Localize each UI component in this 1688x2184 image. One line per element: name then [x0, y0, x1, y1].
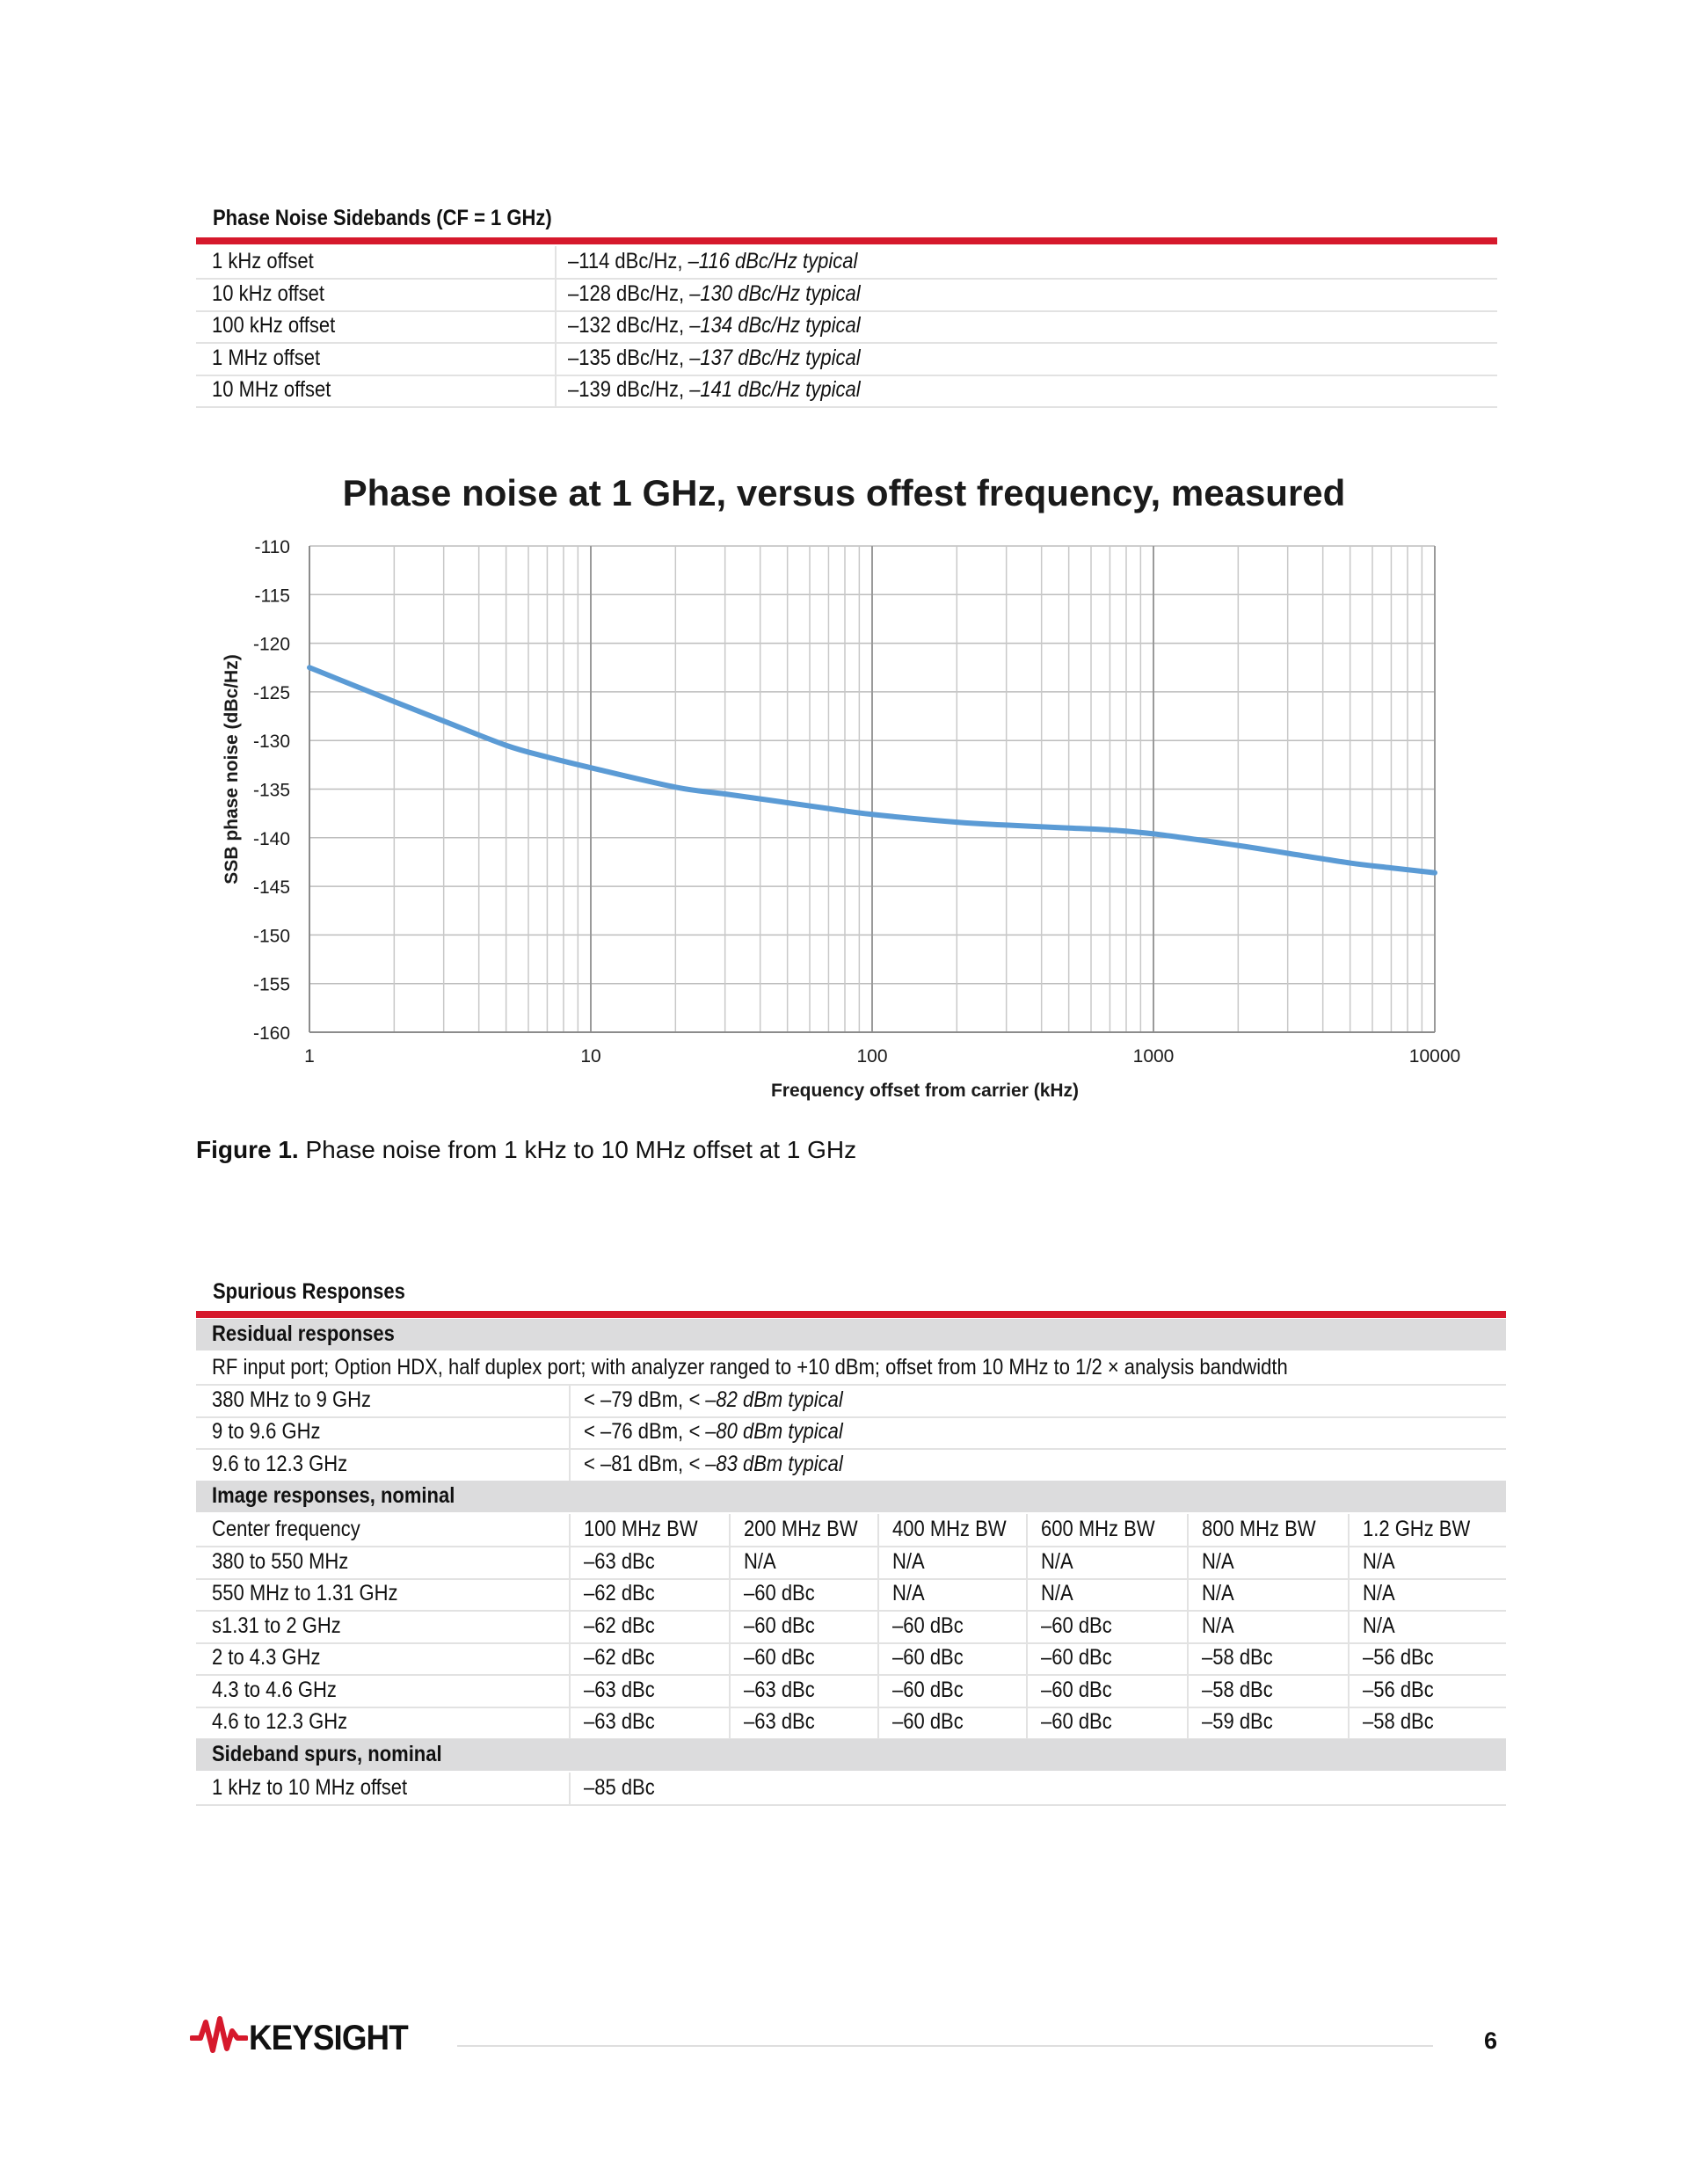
- column-divider: [555, 343, 557, 375]
- spec-value: –139 dBc/Hz,: [568, 377, 690, 402]
- column-divider: [729, 1514, 731, 1546]
- table-row: [196, 1547, 1506, 1580]
- row-label: 2 to 4.3 GHz: [212, 1645, 321, 1670]
- table-cell: N/A: [1363, 1548, 1395, 1574]
- sideband-header-label: Sideband spurs, nominal: [212, 1741, 442, 1766]
- row-label: 9.6 to 12.3 GHz: [212, 1451, 348, 1476]
- table-cell: –58 dBc: [1363, 1709, 1434, 1734]
- y-tick-label: -140: [252, 828, 290, 849]
- column-divider: [1348, 1578, 1350, 1610]
- residual-note: RF input port; Option HDX, half duplex port; with analyzer ranged to +10 dBm; offset from 10 MHz to 1/2 × analysis bandwidth: [212, 1355, 1288, 1380]
- row-label: 1 kHz offset: [212, 249, 314, 273]
- table-cell: 800 MHz BW: [1202, 1517, 1316, 1541]
- y-tick-label: -130: [252, 732, 290, 753]
- table-cell: –63 dBc: [744, 1677, 815, 1702]
- table-row: [196, 1707, 1506, 1740]
- x-axis-label: Frequency offset from carrier (kHz): [770, 1081, 1080, 1101]
- column-divider: [569, 1642, 571, 1674]
- figure-caption-label: Figure 1.: [196, 1136, 299, 1163]
- x-tick-label: 10000: [1408, 1046, 1461, 1067]
- row-label: 4.3 to 4.6 GHz: [212, 1677, 337, 1702]
- typical-value: –130 dBc/Hz typical: [689, 280, 861, 306]
- table-cell: 1.2 GHz BW: [1363, 1517, 1471, 1541]
- y-tick-label: -160: [252, 1023, 290, 1044]
- row-spec: [584, 1452, 843, 1477]
- table-row: [196, 1675, 1506, 1708]
- residual-header: [196, 1319, 1506, 1350]
- column-divider: [877, 1707, 879, 1738]
- column-divider: [877, 1611, 879, 1642]
- y-tick-label: -110: [254, 537, 290, 557]
- row-label: 550 MHz to 1.31 GHz: [212, 1581, 398, 1605]
- table-cell: N/A: [1041, 1548, 1073, 1574]
- table-cell: –63 dBc: [584, 1709, 655, 1734]
- table-row: [196, 279, 1497, 312]
- column-divider: [1187, 1578, 1189, 1610]
- table-cell: 100 MHz BW: [584, 1517, 698, 1541]
- column-divider: [729, 1642, 731, 1674]
- y-tick-label: -145: [252, 877, 290, 899]
- row-spec: [584, 1387, 843, 1413]
- row-label: Center frequency: [212, 1517, 360, 1541]
- column-divider: [555, 279, 557, 310]
- column-divider: [1348, 1707, 1350, 1738]
- table-cell: –59 dBc: [1202, 1709, 1273, 1734]
- residual-note-row: [196, 1352, 1506, 1386]
- y-tick-label: -125: [252, 682, 290, 703]
- column-divider: [555, 246, 557, 278]
- table-cell: –60 dBc: [744, 1613, 815, 1638]
- chart-title: Phase noise at 1 GHz, versus offest frequency, measured: [342, 472, 1346, 513]
- table-cell: 400 MHz BW: [892, 1517, 1007, 1541]
- spec-value: < –79 dBm,: [584, 1387, 689, 1412]
- column-divider: [1026, 1611, 1028, 1642]
- table-cell: N/A: [1041, 1581, 1073, 1605]
- column-divider: [1187, 1675, 1189, 1707]
- figure-caption-text: Phase noise from 1 kHz to 10 MHz offset at 1 GHz: [298, 1136, 857, 1163]
- column-divider: [555, 310, 557, 342]
- table-row: [196, 1773, 1506, 1806]
- image-header-label: Image responses, nominal: [212, 1483, 455, 1508]
- table-cell: –58 dBc: [1202, 1645, 1273, 1670]
- row-label: 1 MHz offset: [212, 345, 321, 370]
- spurious-table-title: Spurious Responses: [213, 1279, 405, 1304]
- typical-value: < –83 dBm typical: [688, 1451, 843, 1476]
- table-row: [196, 246, 1497, 280]
- column-divider: [1187, 1707, 1189, 1738]
- chart-grid: [309, 546, 1435, 1032]
- footer-divider: [457, 2045, 1433, 2047]
- table-cell: N/A: [1202, 1548, 1234, 1574]
- row-spec: [568, 313, 861, 339]
- table-row: [196, 1416, 1506, 1450]
- x-axis-ticks: [304, 1046, 1460, 1067]
- row-label: 10 kHz offset: [212, 280, 324, 306]
- table-cell: N/A: [1202, 1613, 1234, 1638]
- table-cell: N/A: [892, 1548, 925, 1574]
- row-label: 4.6 to 12.3 GHz: [212, 1709, 348, 1734]
- table-cell: N/A: [744, 1548, 776, 1574]
- table-cell: N/A: [1202, 1581, 1234, 1605]
- row-spec: [568, 281, 861, 307]
- spec-value: < –81 dBm,: [584, 1451, 689, 1476]
- table-cell: –62 dBc: [584, 1645, 655, 1670]
- table-row: [196, 1642, 1506, 1676]
- y-tick-label: -155: [252, 974, 290, 995]
- column-divider: [729, 1547, 731, 1578]
- column-divider: [569, 1385, 571, 1416]
- typical-value: –134 dBc/Hz typical: [689, 313, 861, 338]
- table-cell: –62 dBc: [584, 1613, 655, 1638]
- column-divider: [877, 1642, 879, 1674]
- column-divider: [877, 1675, 879, 1707]
- column-divider: [729, 1611, 731, 1642]
- table-cell: –60 dBc: [892, 1645, 964, 1670]
- column-divider: [877, 1547, 879, 1578]
- row-label: 100 kHz offset: [212, 313, 336, 338]
- column-divider: [1187, 1514, 1189, 1546]
- y-tick-label: -150: [252, 926, 290, 947]
- row-label: 9 to 9.6 GHz: [212, 1419, 321, 1444]
- row-spec: [584, 1419, 843, 1445]
- column-divider: [569, 1449, 571, 1481]
- column-divider: [1187, 1611, 1189, 1642]
- table-row: [196, 1578, 1506, 1612]
- column-divider: [569, 1675, 571, 1707]
- y-tick-label: -135: [252, 780, 290, 801]
- column-divider: [1348, 1675, 1350, 1707]
- spec-value: –114 dBc/Hz,: [568, 249, 688, 273]
- spurious-header-rule: [196, 1311, 1506, 1318]
- table-cell: –62 dBc: [584, 1581, 655, 1605]
- table-row: [196, 1385, 1506, 1418]
- column-divider: [569, 1707, 571, 1738]
- table-cell: –60 dBc: [1041, 1613, 1112, 1638]
- column-divider: [729, 1578, 731, 1610]
- column-divider: [877, 1578, 879, 1610]
- column-divider: [569, 1547, 571, 1578]
- column-divider: [1026, 1707, 1028, 1738]
- table-cell: –60 dBc: [744, 1645, 815, 1670]
- x-tick-label: 10: [580, 1046, 601, 1067]
- column-divider: [1348, 1611, 1350, 1642]
- phase-noise-chart: [202, 466, 1486, 1117]
- typical-value: –141 dBc/Hz typical: [689, 377, 861, 402]
- sideband-header: [196, 1739, 1506, 1771]
- table-cell: –63 dBc: [584, 1677, 655, 1702]
- table-row: [196, 310, 1497, 344]
- typical-value: –116 dBc/Hz typical: [688, 249, 858, 273]
- row-label: 380 to 550 MHz: [212, 1548, 349, 1574]
- spec-value: –128 dBc/Hz,: [568, 280, 690, 306]
- table-cell: –63 dBc: [584, 1548, 655, 1574]
- column-divider: [1187, 1547, 1189, 1578]
- table-cell: –63 dBc: [744, 1709, 815, 1734]
- table-cell: 200 MHz BW: [744, 1517, 858, 1541]
- residual-header-label: Residual responses: [212, 1321, 395, 1346]
- column-divider: [1348, 1642, 1350, 1674]
- table-cell: –56 dBc: [1363, 1677, 1434, 1702]
- typical-value: < –80 dBm typical: [688, 1419, 843, 1444]
- table-cell: –56 dBc: [1363, 1645, 1434, 1670]
- table-cell: –60 dBc: [892, 1709, 964, 1734]
- figure-caption: [196, 1136, 856, 1164]
- y-tick-label: -120: [252, 634, 290, 655]
- column-divider: [569, 1773, 571, 1804]
- column-divider: [569, 1514, 571, 1546]
- column-divider: [569, 1416, 571, 1448]
- row-spec: [568, 249, 857, 274]
- row-label: 10 MHz offset: [212, 377, 331, 402]
- column-divider: [1026, 1514, 1028, 1546]
- table-cell: 600 MHz BW: [1041, 1517, 1155, 1541]
- table-cell: N/A: [892, 1581, 925, 1605]
- column-divider: [569, 1578, 571, 1610]
- table-cell: –60 dBc: [892, 1677, 964, 1702]
- table-cell: –58 dBc: [1202, 1677, 1273, 1702]
- table-cell: –60 dBc: [1041, 1709, 1112, 1734]
- table-row: [196, 1449, 1506, 1482]
- column-divider: [1187, 1642, 1189, 1674]
- spec-value: < –76 dBm,: [584, 1419, 689, 1444]
- table-cell: –60 dBc: [892, 1613, 964, 1638]
- table-row: [196, 375, 1497, 408]
- column-divider: [569, 1611, 571, 1642]
- typical-value: < –82 dBm typical: [688, 1387, 843, 1412]
- row-spec: [568, 377, 861, 403]
- column-divider: [555, 375, 557, 406]
- column-divider: [729, 1675, 731, 1707]
- spec-value: –135 dBc/Hz,: [568, 345, 690, 370]
- phase-noise-table-title: Phase Noise Sidebands (CF = 1 GHz): [213, 206, 552, 230]
- table-cell: –60 dBc: [744, 1581, 815, 1605]
- keysight-wordmark: KEYSIGHT: [249, 2019, 408, 2057]
- table-row: [196, 343, 1497, 376]
- image-header: [196, 1481, 1506, 1512]
- row-label: 380 MHz to 9 GHz: [212, 1387, 371, 1412]
- column-divider: [1026, 1547, 1028, 1578]
- typical-value: –137 dBc/Hz typical: [689, 345, 861, 370]
- table-cell: N/A: [1363, 1613, 1395, 1638]
- x-tick-label: 100: [856, 1046, 888, 1067]
- row-label: 1 kHz to 10 MHz offset: [212, 1774, 408, 1800]
- x-tick-label: 1: [304, 1046, 315, 1067]
- column-divider: [1026, 1578, 1028, 1610]
- table-cell: N/A: [1363, 1581, 1395, 1605]
- table-cell: –60 dBc: [1041, 1645, 1112, 1670]
- row-spec: –85 dBc: [584, 1774, 655, 1800]
- x-tick-label: 1000: [1132, 1046, 1175, 1067]
- column-divider: [877, 1514, 879, 1546]
- row-spec: [568, 346, 861, 371]
- table-header-rule: [196, 237, 1497, 244]
- column-divider: [1026, 1642, 1028, 1674]
- row-label: s1.31 to 2 GHz: [212, 1613, 341, 1638]
- table-cell: –60 dBc: [1041, 1677, 1112, 1702]
- column-divider: [1348, 1514, 1350, 1546]
- page-number: 6: [1484, 2027, 1498, 2054]
- column-divider: [729, 1707, 731, 1738]
- keysight-logo-icon: [190, 2013, 248, 2057]
- y-axis-label: SSB phase noise (dBc/Hz): [222, 654, 242, 885]
- table-row: [196, 1611, 1506, 1644]
- spec-value: –132 dBc/Hz,: [568, 313, 690, 338]
- image-column-header-row: [196, 1514, 1506, 1547]
- column-divider: [1348, 1547, 1350, 1578]
- column-divider: [1026, 1675, 1028, 1707]
- y-axis-ticks: [253, 537, 290, 1044]
- y-tick-label: -115: [254, 586, 290, 607]
